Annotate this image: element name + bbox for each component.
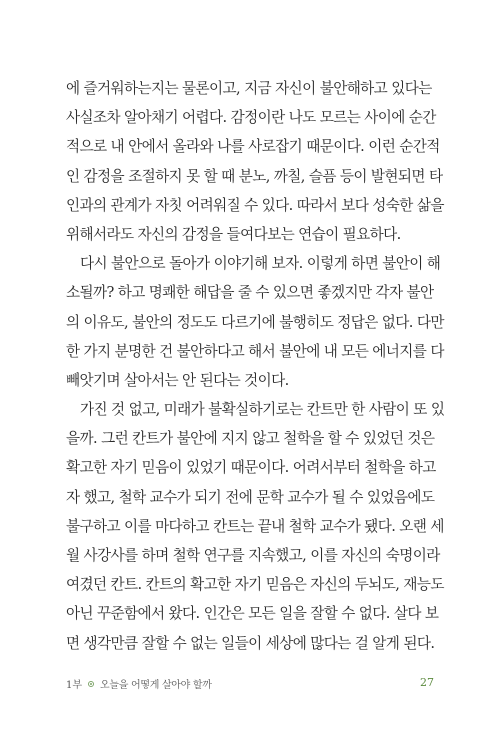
text-line: 위해서라도 자신의 감정을 들여다보는 연습이 필요하다. <box>66 225 401 243</box>
text-line: 적으로 내 안에서 올라와 나를 사로잡기 때문이다. 이런 순간적 <box>66 138 440 156</box>
text-line: 월 사강사를 하며 철학 연구를 지속했고, 이를 자신의 숙명이라 <box>66 547 440 564</box>
text-line: 인과의 관계가 자칫 어려워질 수 있다. 따라서 보다 성숙한 삶을 <box>66 196 444 214</box>
text-line: 면 생각만큼 잘할 수 없는 일들이 세상에 많다는 걸 알게 된다. <box>66 634 435 652</box>
circle-dot-icon <box>88 681 94 687</box>
text-line: 사실조차 알아채기 어렵다. 감정이란 나도 모르는 사이에 순간 <box>66 109 436 127</box>
text-line: 한 가지 분명한 건 불안하다고 해서 불안에 내 모든 에너지를 다 <box>66 342 444 360</box>
text-line: 확고한 자기 믿음이 있었기 때문이다. 어려서부터 철학을 하고 <box>66 459 436 477</box>
text-line: 불구하고 이를 마다하고 칸트는 끝내 철학 교수가 됐다. 오랜 세 <box>66 517 444 535</box>
paragraph-first-line: 다시 불안으로 돌아가 이야기해 보자. 이렇게 하면 불안이 해 <box>80 255 441 273</box>
text-line: 의 이유도, 불안의 정도도 다르기에 불행히도 정답은 없다. 다만 <box>66 313 444 331</box>
text-line: 에 즐거워하는지는 물론이고, 지금 자신이 불안해하고 있다는 <box>66 80 432 97</box>
chapter-title: 오늘을 어떻게 살아야 할까 <box>100 680 212 691</box>
text-line: 여겼던 칸트. 칸트의 확고한 자기 믿음은 자신의 두뇌도, 재능도 <box>66 576 444 594</box>
body-text <box>66 74 445 658</box>
text-line: 인 감정을 조절하지 못 할 때 분노, 까칠, 슬픔 등이 발현되면 타 <box>66 167 443 185</box>
text-line: 아닌 꾸준함에서 왔다. 인간은 모든 일을 잘할 수 없다. 살다 보 <box>66 605 439 623</box>
page-footer <box>66 676 434 694</box>
part-label: 1부 <box>66 680 83 691</box>
text-line: 소될까? 하고 명쾌한 해답을 줄 수 있으면 좋겠지만 각자 불안 <box>66 284 434 302</box>
page-number: 27 <box>420 676 434 689</box>
text-line: 을까. 그런 칸트가 불안에 지지 않고 철학을 할 수 있었던 것은 <box>66 430 435 448</box>
text-line: 자 했고, 철학 교수가 되기 전에 문학 교수가 될 수 있었음에도 <box>66 488 435 506</box>
running-footer <box>66 676 212 691</box>
text-line: 빼앗기며 살아서는 안 된다는 것이다. <box>66 371 289 389</box>
paragraph-first-line: 가진 것 없고, 미래가 불확실하기로는 칸트만 한 사람이 또 있 <box>80 401 445 419</box>
